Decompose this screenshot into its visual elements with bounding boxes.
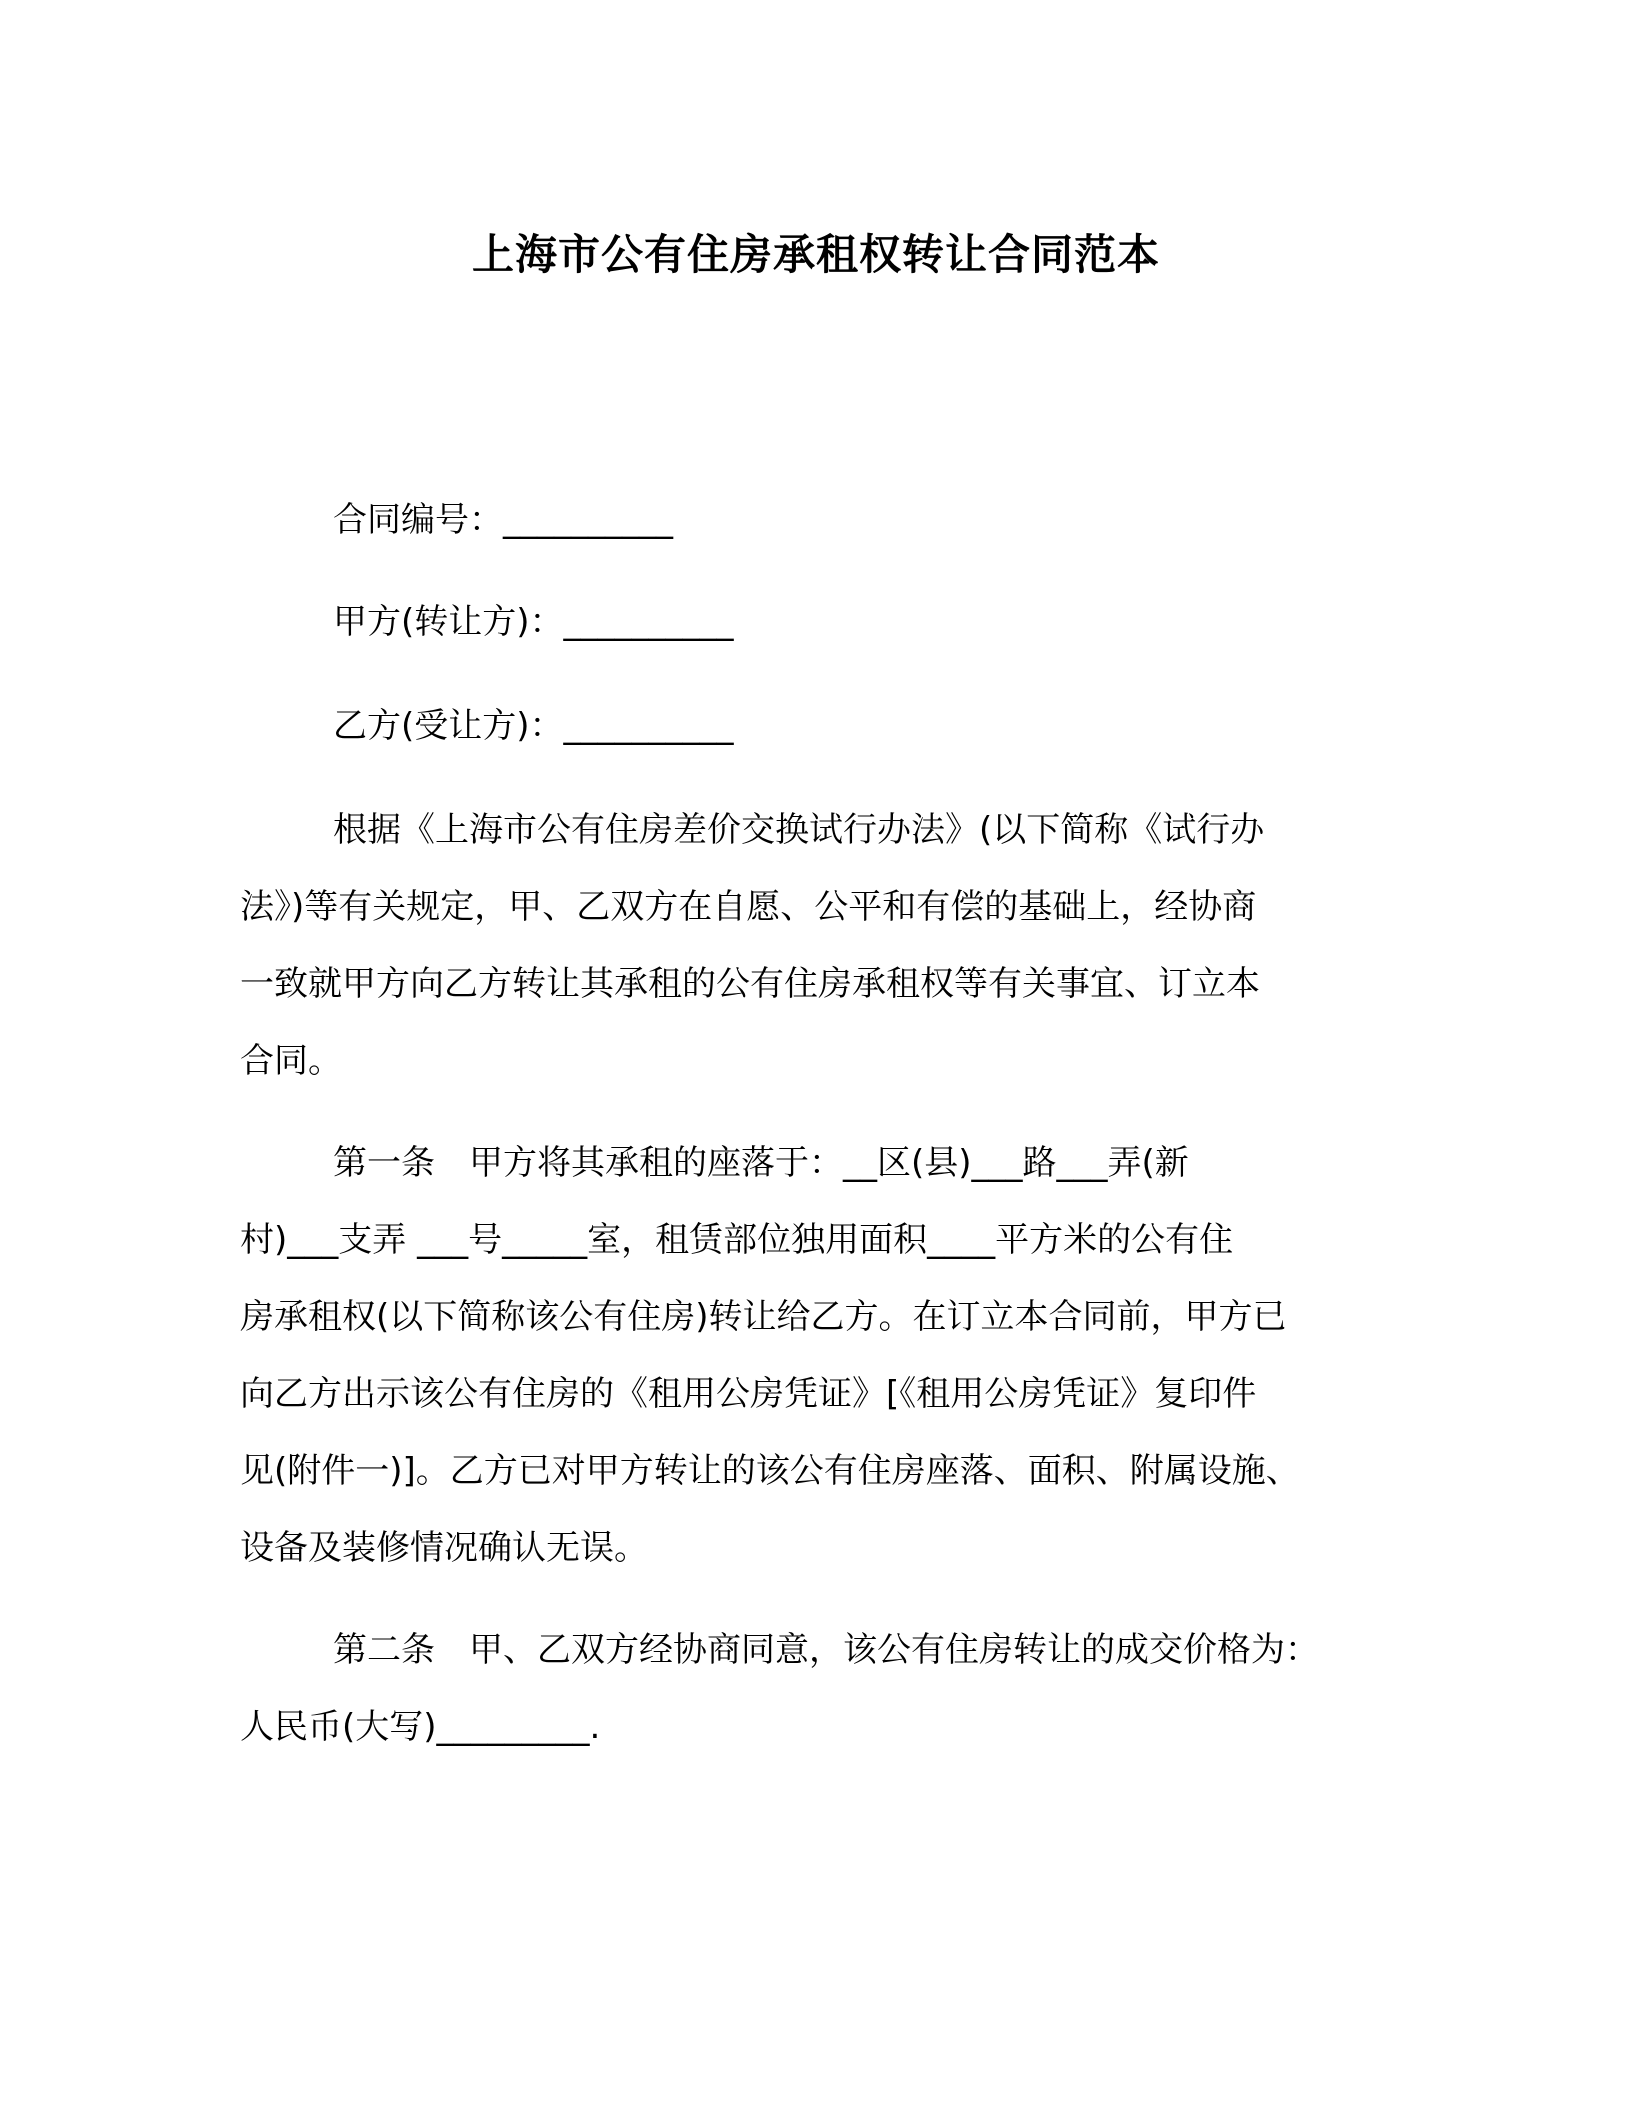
preamble-line: 合同。 — [240, 1041, 342, 1081]
preamble-line: 根据《上海市公有住房差价交换试行办法》(以下简称《试行办 — [333, 810, 1265, 850]
article1-line: 第一条 甲方将其承租的座落于：__区(县)___路___弄(新 — [333, 1143, 1189, 1183]
article1-line: 设备及装修情况确认无误。 — [240, 1528, 648, 1568]
article1-line: 村)___支弄 ___号_____室，租赁部位独用面积____平方米的公有住 — [240, 1220, 1234, 1260]
party-a-field: 甲方(转让方)：__________ — [333, 602, 734, 642]
party-b-field: 乙方(受让方)：__________ — [333, 706, 734, 746]
article2-line: 第二条 甲、乙双方经协商同意，该公有住房转让的成交价格为： — [333, 1630, 1319, 1670]
article2-line: 人民币(大写)_________. — [240, 1707, 601, 1747]
preamble-line: 一致就甲方向乙方转让其承租的公有住房承租权等有关事宜、订立本 — [240, 964, 1260, 1004]
article1-line: 房承租权(以下简称该公有住房)转让给乙方。在订立本合同前，甲方已 — [240, 1297, 1287, 1337]
preamble-line: 法》)等有关规定，甲、乙双方在自愿、公平和有偿的基础上，经协商 — [240, 887, 1257, 927]
document-title: 上海市公有住房承租权转让合同范本 — [471, 230, 1160, 279]
article1-line: 见(附件一)]。乙方已对甲方转让的该公有住房座落、面积、附属设施、 — [240, 1451, 1300, 1491]
article1-line: 向乙方出示该公有住房的《租用公房凭证》[《租用公房凭证》复印件 — [240, 1374, 1257, 1414]
contract-number-field: 合同编号：__________ — [333, 500, 673, 540]
